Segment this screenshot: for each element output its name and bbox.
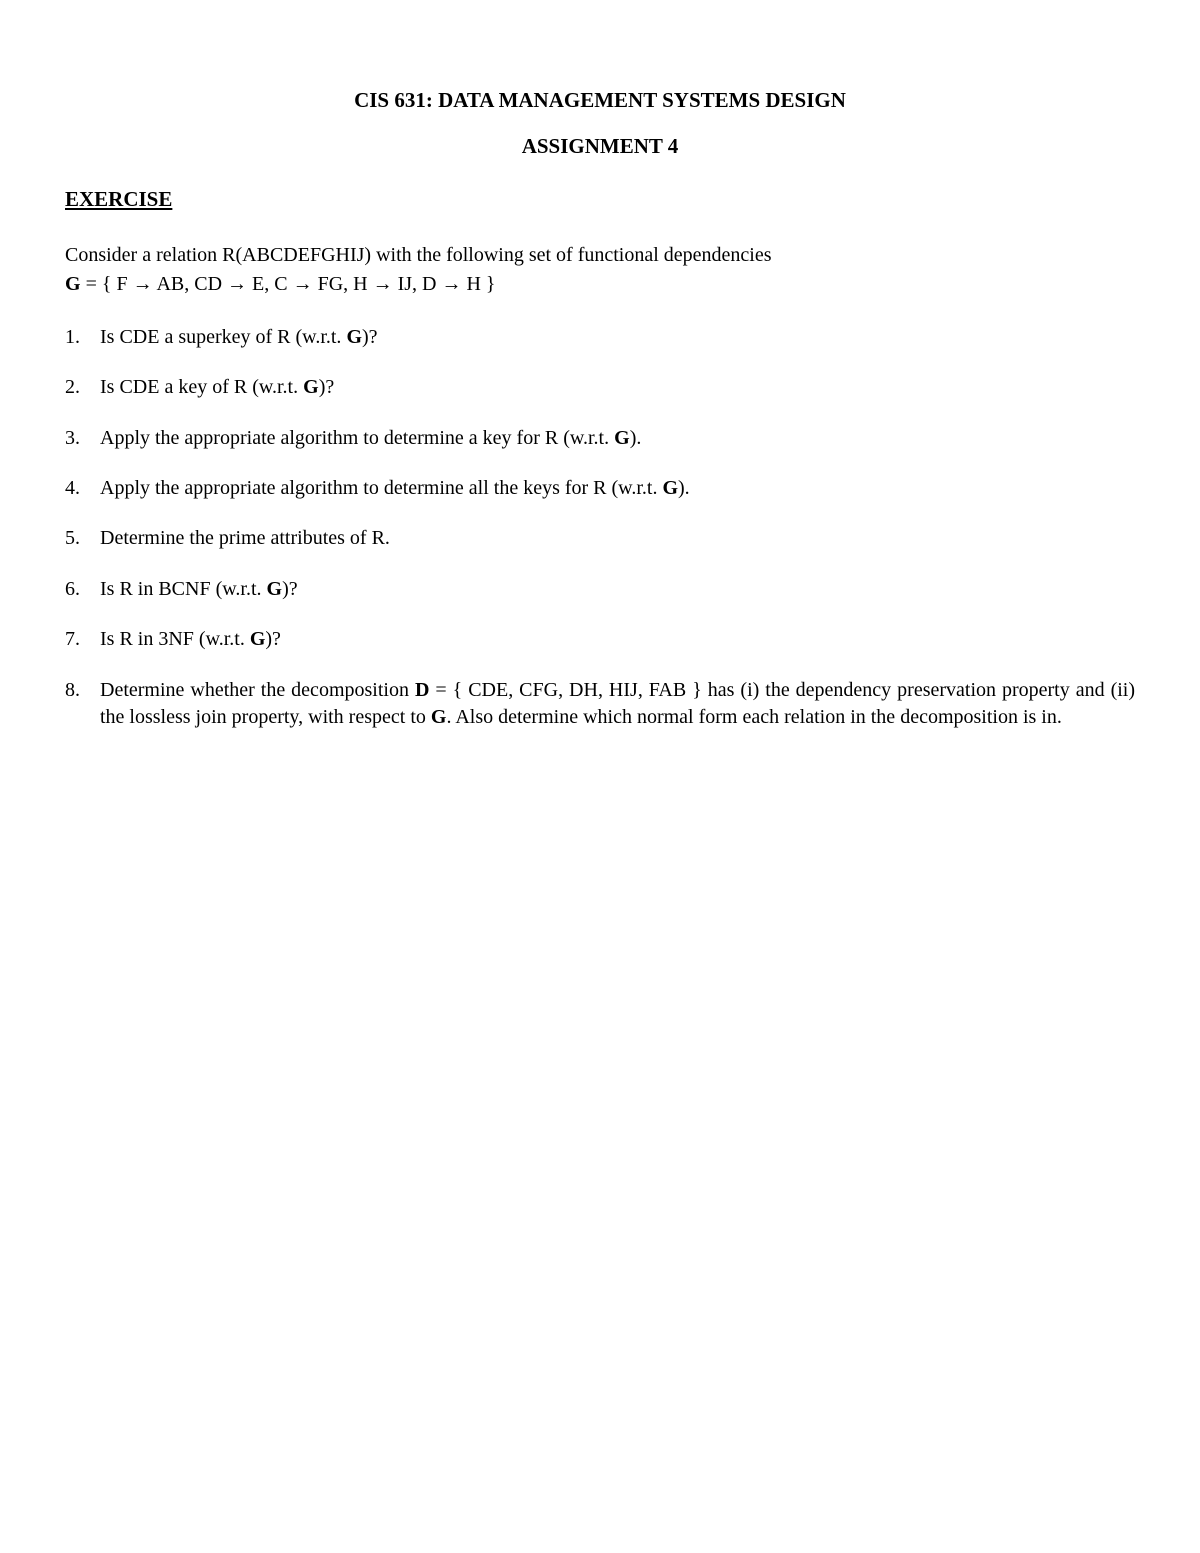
question-bold-symbol: G	[303, 376, 319, 398]
question-bold-symbol: G	[346, 326, 362, 348]
question-text-part: Determine whether the decomposition	[100, 679, 415, 701]
question-number: 8.	[65, 679, 80, 701]
question-number: 7.	[65, 628, 80, 650]
question-bold-symbol: G	[266, 578, 283, 600]
question-text-part: = { CDE, CFG, DH, HIJ, FAB } has (i) the dependency preservation property and (ii) the lossless join property, with respect to	[100, 679, 1135, 728]
assignment-title: ASSIGNMENT 4	[521, 134, 679, 158]
question-text-part: )?	[265, 628, 281, 650]
question-text-part: ).	[629, 427, 642, 449]
question-number: 3.	[65, 427, 80, 449]
question-text	[100, 626, 1135, 653]
question-bold-symbol: G	[614, 427, 630, 449]
question-text	[100, 374, 1135, 401]
fd-set-label: G	[65, 273, 81, 295]
question-bold-symbol: G	[430, 706, 447, 728]
exercise-intro: Consider a relation R(ABCDEFGHIJ) with the following set of functional dependencies	[65, 244, 772, 266]
question-text	[100, 324, 1135, 351]
question-text-part: Is R in 3NF (w.r.t.	[100, 628, 250, 650]
question-number: 4.	[65, 477, 80, 499]
question-number: 5.	[65, 527, 80, 549]
question-bold-symbol: G	[662, 477, 679, 499]
question-number: 6.	[65, 578, 80, 600]
question-number: 2.	[65, 376, 80, 398]
question-bold-symbol: D	[414, 679, 430, 701]
question-text-part: ).	[678, 477, 690, 499]
question-text	[100, 576, 1135, 603]
course-title: CIS 631: DATA MANAGEMENT SYSTEMS DESIGN	[354, 88, 846, 112]
fd-set-body: = { F → AB, CD → E, C → FG, H → IJ, D → H }	[80, 273, 496, 295]
question-text: Determine the prime attributes of R.	[100, 527, 390, 549]
question-bold-symbol: G	[249, 628, 266, 650]
question-text	[100, 677, 1135, 731]
question-text-part: )?	[282, 578, 298, 600]
question-text	[100, 425, 1135, 452]
question-number: 1.	[65, 326, 80, 348]
question-text-part: Is CDE a superkey of R (w.r.t.	[100, 326, 347, 348]
question-text	[100, 475, 1135, 502]
question-text-part: )?	[318, 376, 335, 398]
question-text-part: Apply the appropriate algorithm to determine all the keys for R (w.r.t.	[100, 477, 663, 499]
question-text-part: )?	[362, 326, 378, 348]
exercise-heading: EXERCISE	[65, 187, 173, 211]
question-text-part: . Also determine which normal form each relation in the decomposition is in.	[446, 706, 1062, 728]
functional-dependency-set	[65, 270, 496, 299]
question-text-part: Is CDE a key of R (w.r.t.	[100, 376, 304, 398]
question-text-part: Is R in BCNF (w.r.t.	[100, 578, 267, 600]
question-text-part: Apply the appropriate algorithm to determine a key for R (w.r.t.	[100, 427, 615, 449]
